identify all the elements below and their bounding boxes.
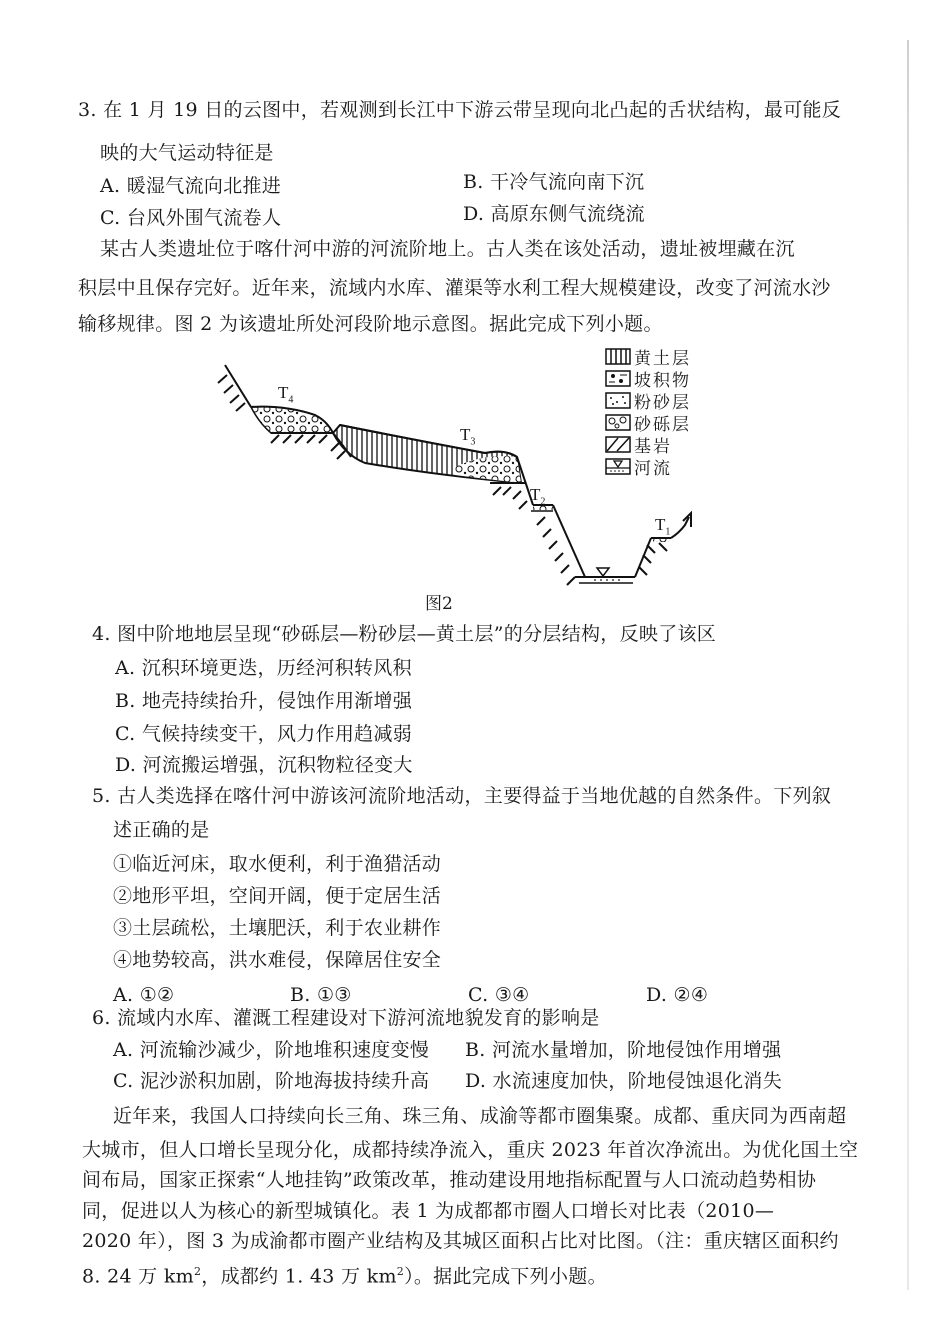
legend-item-silt <box>605 389 715 411</box>
q3-option-b[interactable]: B. 干冷气流向南下沉 <box>463 171 645 193</box>
q5-option-b[interactable]: B. ①③ <box>290 984 352 1006</box>
legend-label: 黄土层 <box>634 348 691 369</box>
loess-pattern-icon <box>605 348 631 365</box>
q5-statement-4: ④地势较高，洪水难侵，保障居住安全 <box>113 949 442 971</box>
q4-option-d[interactable]: D. 河流搬运增强，沉积物粒径变大 <box>115 754 413 776</box>
passage2-line2: 大城市，但人口增长呈现分化，成都持续净流入，重庆 2023 年首次净流出。为优化国土空 <box>82 1139 859 1161</box>
terrace-label-t2: $T_2$ <box>530 485 546 508</box>
silt-pattern-icon <box>605 392 631 409</box>
area-chongqing: 8. 24 万 km <box>82 1265 194 1288</box>
q5-option-c[interactable]: C. ③④ <box>468 984 530 1006</box>
bedrock-pattern-icon <box>605 436 631 453</box>
q3-stem-line2: 映的大气运动特征是 <box>100 142 274 164</box>
q6-option-a[interactable]: A. 河流输沙减少，阶地堆积速度变慢 <box>113 1039 430 1061</box>
q4-option-a[interactable]: A. 沉积环境更迭，历经河积转风积 <box>115 657 412 679</box>
passage2-line4: 同，促进以人为核心的新型城镇化。表 1 为成都都市圈人口增长对比表（2010— <box>82 1200 775 1222</box>
q4-option-c[interactable]: C. 气候持续变干，风力作用趋减弱 <box>115 723 413 745</box>
passage1-line3: 输移规律。图 2 为该遗址所处河段阶地示意图。据此完成下列小题。 <box>78 313 663 335</box>
q5-stem-line2: 述正确的是 <box>113 819 210 841</box>
legend-label: 河流 <box>634 458 672 479</box>
q3-option-c[interactable]: C. 台风外围气流卷人 <box>100 207 282 229</box>
q5-statement-2: ②地形平坦，空间开阔，便于定居生活 <box>113 885 442 907</box>
passage2-line5: 2020 年），图 3 为成渝都市圈产业结构及其城区面积占比对比图。（注：重庆辖区面积约 <box>82 1230 839 1252</box>
figure2-caption: 图2 <box>425 594 453 614</box>
passage2-closing: ）。据此完成下列小题。 <box>404 1265 607 1288</box>
terrace-label-t4: $T_4$ <box>278 383 294 406</box>
q3-option-a[interactable]: A. 暖湿气流向北推进 <box>100 175 282 197</box>
page-edge-shadow <box>907 40 909 1290</box>
legend-label: 坡积物 <box>634 370 691 391</box>
q5-statement-3: ③土层疏松，土壤肥沃，利于农业耕作 <box>113 917 442 939</box>
superscript: 2 <box>396 1265 405 1278</box>
superscript: 2 <box>193 1265 202 1278</box>
passage1-line2: 积层中且保存完好。近年来，流域内水库、灌渠等水利工程大规模建设，改变了河流水沙 <box>78 277 831 299</box>
q5-option-a[interactable]: A. ①② <box>113 984 175 1006</box>
terrace-label-t3: $T_3$ <box>460 425 476 448</box>
legend-label: 基岩 <box>634 436 672 457</box>
q5-stem-line1: 5. 古人类选择在喀什河中游该河流阶地活动，主要得益于当地优越的自然条件。下列叙 <box>92 785 832 807</box>
legend-item-gravel <box>605 411 715 433</box>
q6-stem: 6. 流域内水库、灌溉工程建设对下游河流地貌发育的影响是 <box>92 1007 600 1029</box>
q4-stem: 4. 图中阶地地层呈现“砂砾层—粉砂层—黄土层”的分层结构，反映了该区 <box>92 623 717 645</box>
colluvium-pattern-icon <box>605 370 631 387</box>
q3-option-d[interactable]: D. 高原东侧气流绕流 <box>463 203 645 225</box>
terrace-label-t1: $T_1$ <box>655 515 671 538</box>
passage1-line1: 某古人类遗址位于喀什河中游的河流阶地上。古人类在该处活动，遗址被埋藏在沉 <box>100 238 795 260</box>
legend-label: 砂砾层 <box>634 414 691 435</box>
q3-stem-line1: 3. 在 1 月 19 日的云图中，若观测到长江中下游云带呈现向北凸起的舌状结构，最可能反 <box>78 99 842 121</box>
q5-statement-1: ①临近河床，取水便利，利于渔猎活动 <box>113 853 442 875</box>
passage2-line6 <box>82 1260 607 1288</box>
legend-item-loess <box>605 345 715 367</box>
gravel-pattern-icon <box>605 414 631 431</box>
q4-option-b[interactable]: B. 地壳持续抬升，侵蚀作用渐增强 <box>115 690 413 712</box>
area-chengdu: ，成都约 1. 43 万 km <box>201 1265 397 1288</box>
passage2-line3: 间布局，国家正探索“人地挂钩”政策改革，推动建设用地指标配置与人口流动趋势相协 <box>82 1169 817 1191</box>
q6-option-d[interactable]: D. 水流速度加快，阶地侵蚀退化消失 <box>465 1070 783 1092</box>
passage2-line1: 近年来，我国人口持续向长三角、珠三角、成渝等都市圈集聚。成都、重庆同为西南超 <box>113 1105 847 1127</box>
legend-label: 粉砂层 <box>634 392 691 413</box>
q6-option-b[interactable]: B. 河流水量增加，阶地侵蚀作用增强 <box>465 1039 782 1061</box>
q5-option-d[interactable]: D. ②④ <box>646 984 709 1006</box>
q6-option-c[interactable]: C. 泥沙淤积加剧，阶地海拔持续升高 <box>113 1070 430 1092</box>
figure2-legend <box>605 345 715 477</box>
river-symbol-icon <box>605 458 631 475</box>
legend-item-river <box>605 455 715 477</box>
legend-item-colluvium <box>605 367 715 389</box>
legend-item-bedrock <box>605 433 715 455</box>
